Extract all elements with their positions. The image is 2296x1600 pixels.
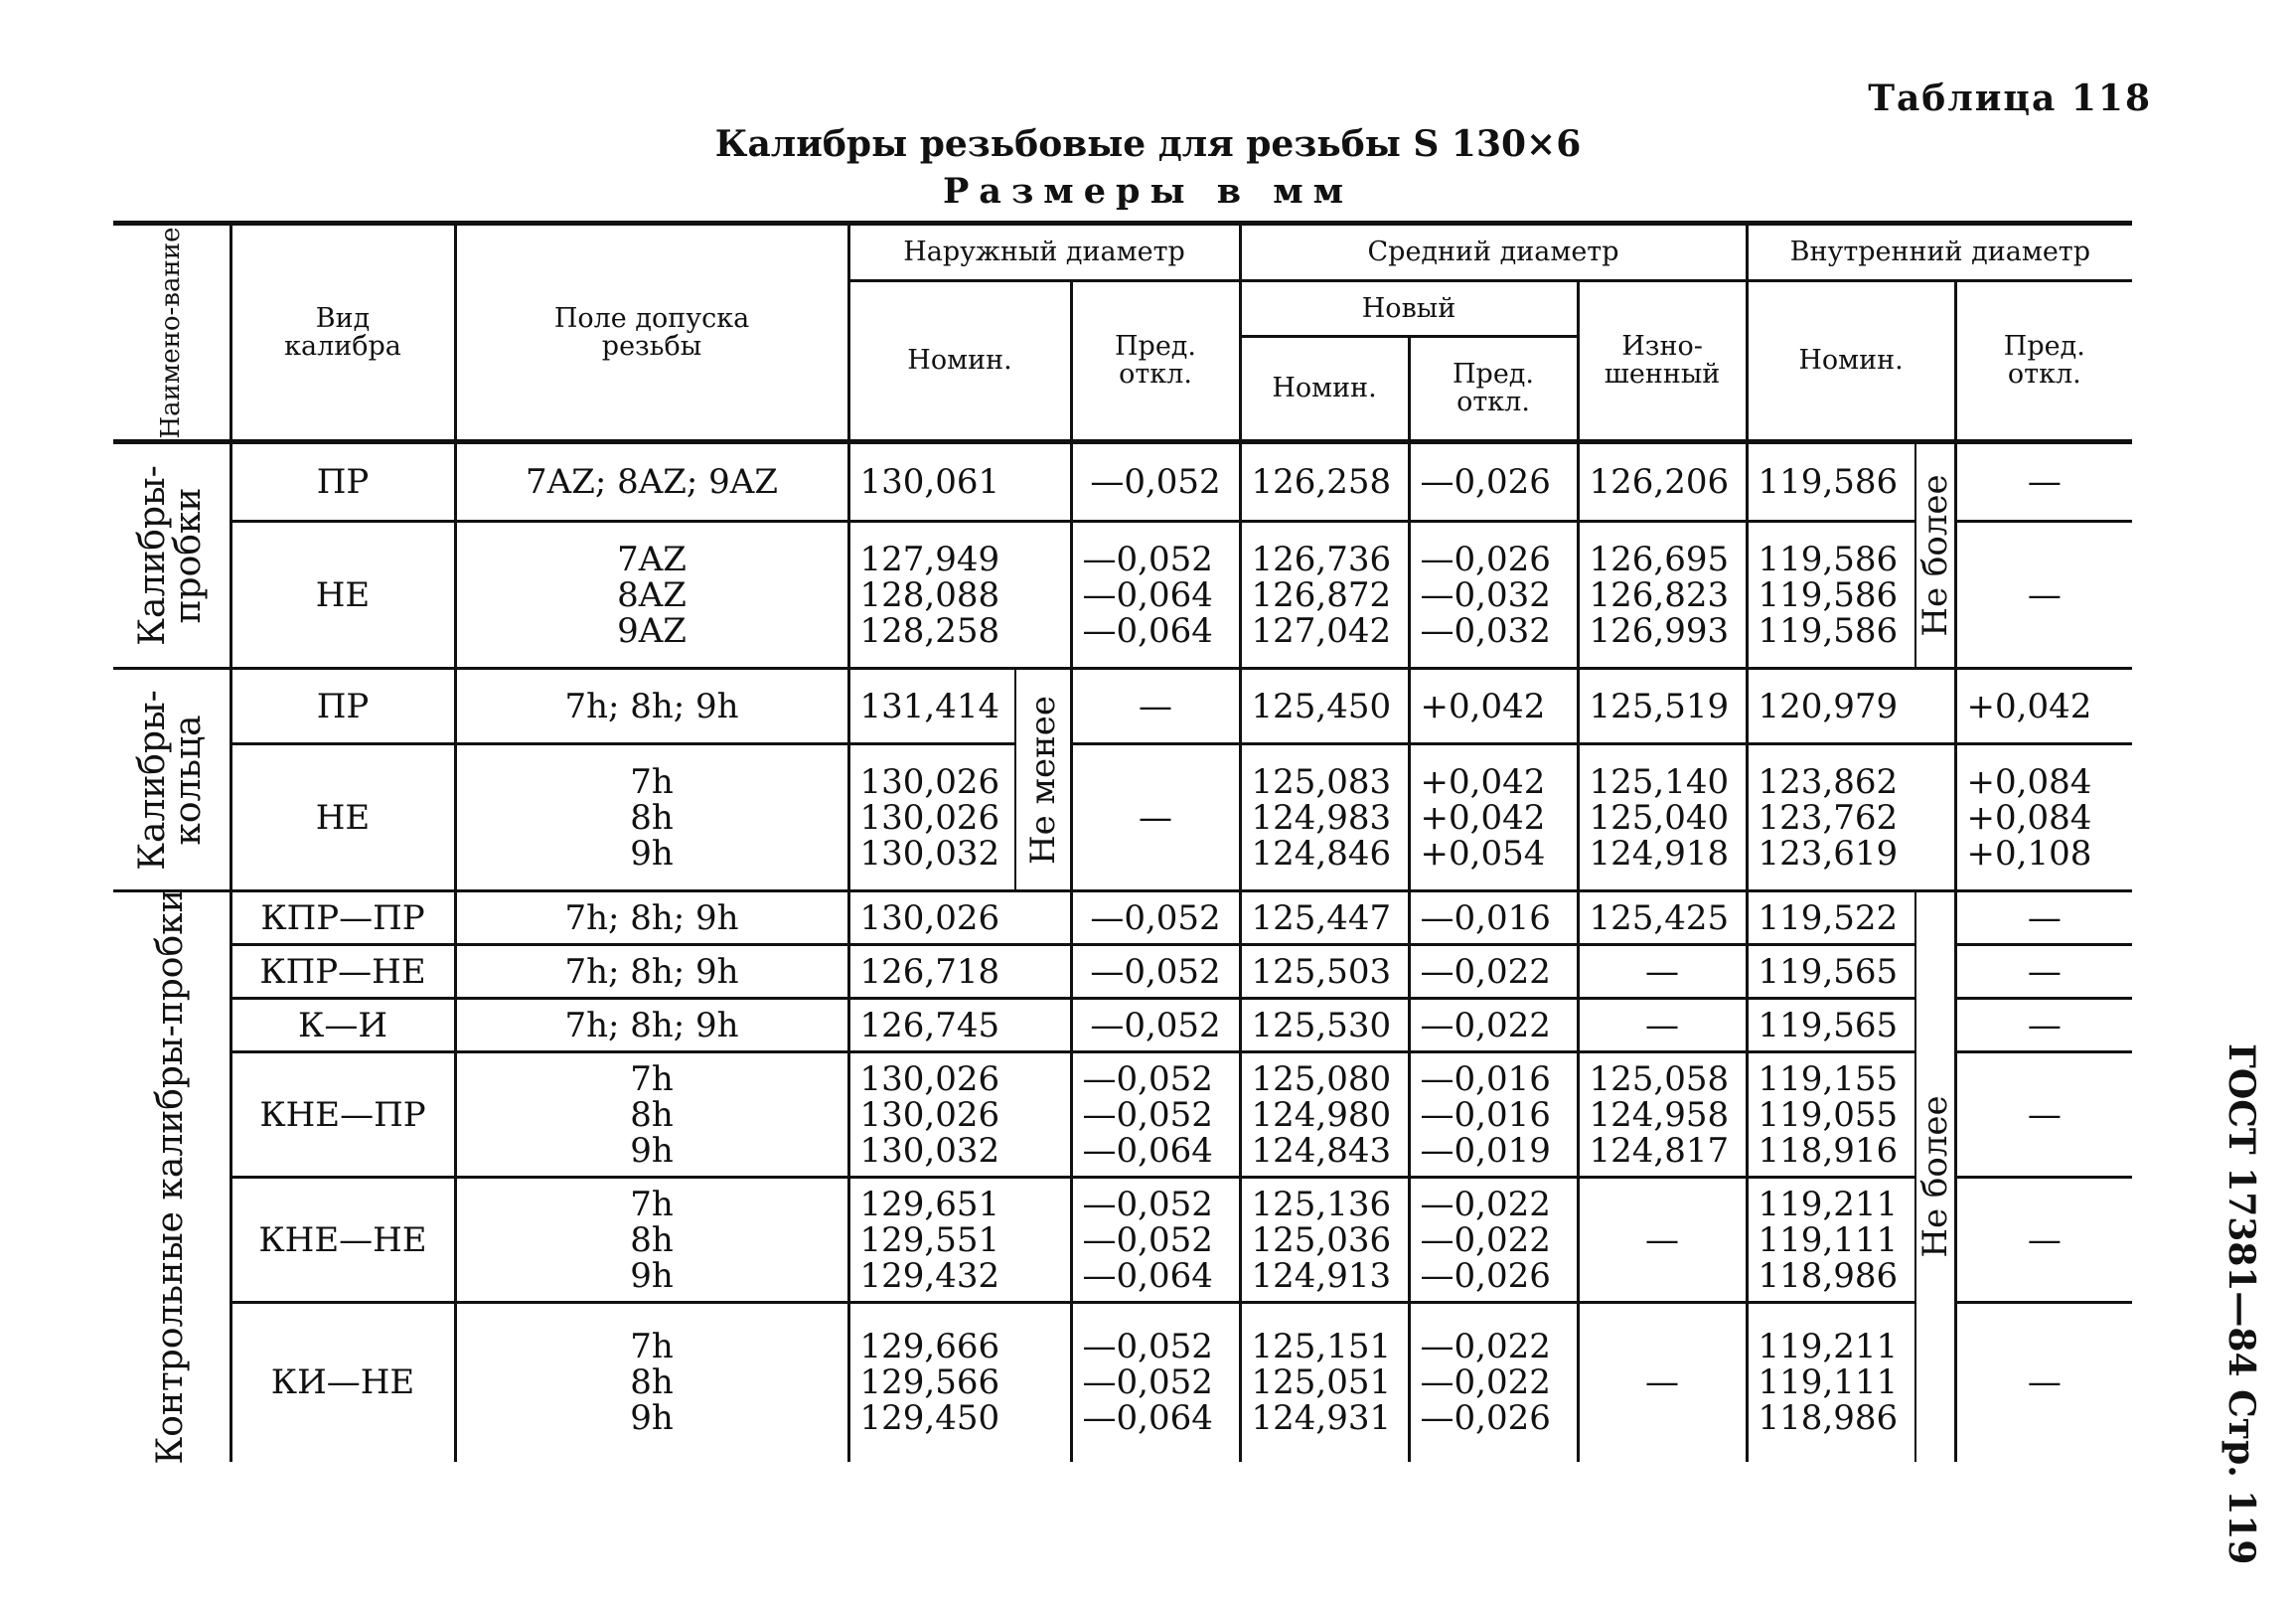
cell-inner-dev: — — [1955, 945, 2132, 999]
cell-field: 7h; 8h; 9h — [455, 891, 848, 945]
cell-outer-dev: —0,052 — [1071, 442, 1240, 522]
cell-outer-nom: 129,666 129,566 129,450 — [848, 1303, 1071, 1462]
table-row — [113, 945, 2132, 999]
cell-outer-nom: 126,718 — [848, 945, 1071, 999]
header-outer: Наружный диаметр — [848, 224, 1240, 281]
header-field: Поле допуска резьбы — [455, 224, 848, 442]
cell-type: К—И — [230, 999, 455, 1052]
cell-type: ПР — [230, 442, 455, 522]
cell-mid-dev: —0,022 — [1409, 999, 1578, 1052]
cell-worn: — — [1578, 1178, 1747, 1303]
table-row — [113, 1178, 2132, 1303]
cell-outer-nom: 130,026 130,026 130,032 — [848, 744, 1015, 891]
cell-worn: 126,695 126,823 126,993 — [1578, 522, 1747, 669]
cell-inner-nom: 119,211 119,111 118,986 — [1747, 1178, 1915, 1303]
cell-outer-dev: — — [1071, 744, 1240, 891]
cell-outer-dev: — — [1071, 669, 1240, 744]
cell-inner-dev: +0,042 — [1955, 669, 2132, 744]
cell-inner-nom: 119,565 — [1747, 999, 1915, 1052]
table-row — [113, 744, 2132, 891]
cell-type: НЕ — [230, 522, 455, 669]
cell-field: 7h; 8h; 9h — [455, 999, 848, 1052]
cell-field: 7h 8h 9h — [455, 1052, 848, 1178]
cell-outer-dev: —0,052 — [1071, 891, 1240, 945]
cell-mid-dev: —0,022 —0,022 —0,026 — [1409, 1178, 1578, 1303]
table-row — [113, 442, 2132, 522]
cell-outer-nom: 127,949 128,088 128,258 — [848, 522, 1071, 669]
cell-type: КНЕ—НЕ — [230, 1178, 455, 1303]
note-ne-menee: Не менее — [1015, 669, 1071, 891]
cell-inner-nom: 123,862 123,762 123,619 — [1747, 744, 1955, 891]
cell-type: КПР—НЕ — [230, 945, 455, 999]
cell-worn: — — [1578, 1303, 1747, 1462]
cell-field: 7h; 8h; 9h — [455, 945, 848, 999]
cell-mid-nom: 125,450 — [1240, 669, 1409, 744]
cell-outer-nom: 129,651 129,551 129,432 — [848, 1178, 1071, 1303]
cell-outer-nom: 130,026 — [848, 891, 1071, 945]
header-outer-nominal: Номин. — [848, 281, 1071, 442]
cell-mid-dev: +0,042 +0,042 +0,054 — [1409, 744, 1578, 891]
cell-mid-dev: +0,042 — [1409, 669, 1578, 744]
header-mid-dev: Пред. откл. — [1409, 337, 1578, 442]
cell-outer-nom: 130,026 130,026 130,032 — [848, 1052, 1071, 1178]
cell-outer-dev: —0,052 —0,064 —0,064 — [1071, 522, 1240, 669]
group-label: Контрольные калибры-пробки — [150, 888, 192, 1465]
cell-inner-dev: — — [1955, 522, 2132, 669]
cell-field: 7AZ; 8AZ; 9AZ — [455, 442, 848, 522]
cell-type: НЕ — [230, 744, 455, 891]
table-row — [113, 669, 2132, 744]
cell-outer-nom: 130,061 — [848, 442, 1071, 522]
cell-worn: 125,519 — [1578, 669, 1747, 744]
cell-type: КИ—НЕ — [230, 1303, 455, 1462]
header-outer-dev: Пред. откл. — [1071, 281, 1240, 442]
cell-inner-dev: — — [1955, 1052, 2132, 1178]
cell-type: ПР — [230, 669, 455, 744]
cell-inner-dev: — — [1955, 1178, 2132, 1303]
header-new: Новый — [1240, 281, 1578, 337]
cell-inner-nom: 119,155 119,055 118,916 — [1747, 1052, 1915, 1178]
header-worn: Изно-шенный — [1578, 281, 1747, 442]
cell-outer-nom: 131,414 — [848, 669, 1015, 744]
header-middle: Средний диаметр — [1240, 224, 1747, 281]
side-gost-label — [2219, 1043, 2266, 1565]
table-row — [113, 522, 2132, 669]
cell-outer-dev: —0,052 — [1071, 945, 1240, 999]
header-name: Наимено-вание — [113, 224, 230, 442]
cell-worn: 126,206 — [1578, 442, 1747, 522]
cell-inner-dev: — — [1955, 1303, 2132, 1462]
group-label: Калибры-пробки — [113, 442, 230, 669]
cell-inner-dev: — — [1955, 891, 2132, 945]
gauge-table — [113, 221, 2132, 1465]
cell-worn: 125,058 124,958 124,817 — [1578, 1052, 1747, 1178]
header-inner-nominal: Номин. — [1747, 281, 1955, 442]
header-type: Вид калибра — [230, 224, 455, 442]
cell-outer-dev: —0,052 — [1071, 999, 1240, 1052]
cell-mid-dev: —0,022 —0,022 —0,026 — [1409, 1303, 1578, 1462]
cell-worn: — — [1578, 999, 1747, 1052]
cell-outer-dev: —0,052 —0,052 —0,064 — [1071, 1303, 1240, 1462]
header-inner-dev: Пред. откл. — [1955, 281, 2132, 442]
table-row — [113, 1303, 2132, 1462]
cell-mid-dev: —0,026 — [1409, 442, 1578, 522]
cell-mid-nom: 126,258 — [1240, 442, 1409, 522]
cell-mid-nom: 125,083 124,983 124,846 — [1240, 744, 1409, 891]
cell-mid-nom: 125,136 125,036 124,913 — [1240, 1178, 1409, 1303]
cell-mid-dev: —0,016 —0,016 —0,019 — [1409, 1052, 1578, 1178]
cell-worn: 125,425 — [1578, 891, 1747, 945]
cell-inner-nom: 120,979 — [1747, 669, 1955, 744]
cell-field: 7AZ 8AZ 9AZ — [455, 522, 848, 669]
cell-worn: 125,140 125,040 124,918 — [1578, 744, 1747, 891]
group-label: Калибры-кольца — [113, 669, 230, 891]
cell-mid-nom: 125,503 — [1240, 945, 1409, 999]
table-number: Таблица 118 — [1868, 78, 2152, 119]
cell-mid-dev: —0,022 — [1409, 945, 1578, 999]
cell-mid-nom: 125,151 125,051 124,931 — [1240, 1303, 1409, 1462]
cell-field: 7h 8h 9h — [455, 1303, 848, 1462]
table-row — [113, 891, 2132, 945]
header-mid-nominal: Номин. — [1240, 337, 1409, 442]
note-ne-bolee: Не более — [1915, 891, 1955, 1462]
cell-mid-dev: —0,026 —0,032 —0,032 — [1409, 522, 1578, 669]
cell-outer-dev: —0,052 —0,052 —0,064 — [1071, 1178, 1240, 1303]
table-row — [113, 999, 2132, 1052]
table-row — [113, 1052, 2132, 1178]
cell-mid-dev: —0,016 — [1409, 891, 1578, 945]
note-ne-bolee: Не более — [1915, 442, 1955, 669]
cell-type: КПР—ПР — [230, 891, 455, 945]
cell-field: 7h 8h 9h — [455, 744, 848, 891]
cell-inner-dev: — — [1955, 999, 2132, 1052]
cell-field: 7h; 8h; 9h — [455, 669, 848, 744]
cell-inner-dev: +0,084 +0,084 +0,108 — [1955, 744, 2132, 891]
cell-inner-dev: — — [1955, 442, 2132, 522]
cell-inner-nom: 119,586 — [1747, 442, 1915, 522]
table-title: Калибры резьбовые для резьбы S 130×6 — [714, 123, 1582, 165]
cell-mid-nom: 125,530 — [1240, 999, 1409, 1052]
cell-mid-nom: 126,736 126,872 127,042 — [1240, 522, 1409, 669]
cell-outer-dev: —0,052 —0,052 —0,064 — [1071, 1052, 1240, 1178]
cell-inner-nom: 119,211 119,111 118,986 — [1747, 1303, 1915, 1462]
cell-outer-nom: 126,745 — [848, 999, 1071, 1052]
cell-worn: — — [1578, 945, 1747, 999]
cell-type: КНЕ—ПР — [230, 1052, 455, 1178]
cell-field: 7h 8h 9h — [455, 1178, 848, 1303]
cell-inner-nom: 119,586 119,586 119,586 — [1747, 522, 1915, 669]
cell-mid-nom: 125,447 — [1240, 891, 1409, 945]
table-subtitle: Размеры в мм — [942, 171, 1354, 212]
side-gost-text: ГОСТ 17381—84 Стр. 119 — [2220, 1043, 2262, 1565]
header-inner: Внутренний диаметр — [1747, 224, 2132, 281]
cell-inner-nom: 119,522 — [1747, 891, 1915, 945]
cell-inner-nom: 119,565 — [1747, 945, 1915, 999]
cell-mid-nom: 125,080 124,980 124,843 — [1240, 1052, 1409, 1178]
